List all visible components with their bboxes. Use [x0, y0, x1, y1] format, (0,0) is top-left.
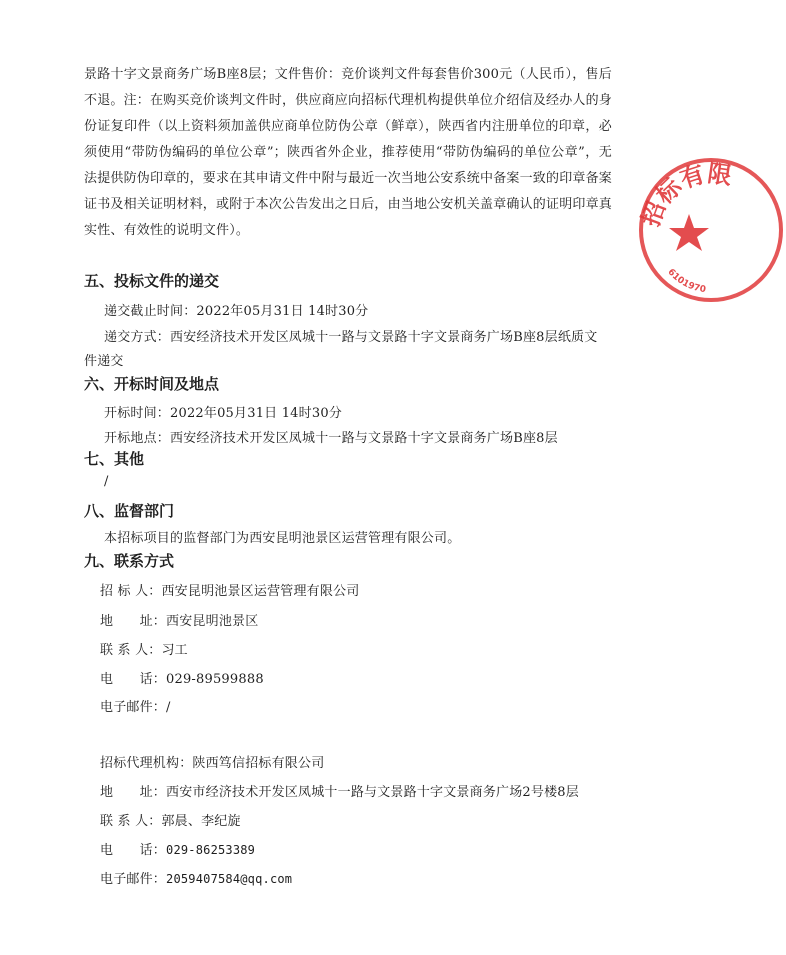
section7-content: /	[104, 474, 109, 489]
submission-deadline: 递交截止时间：2022年05月31日 14时30分	[104, 304, 369, 319]
agency-phone: 029-86253389	[166, 843, 256, 857]
opening-time: 开标时间：2022年05月31日 14时30分	[104, 406, 342, 421]
agency-phone-label: 电 话：	[100, 843, 167, 858]
supervision-text: 本招标项目的监督部门为西安昆明池景区运营管理有限公司。	[104, 531, 461, 546]
agency-phone-row	[100, 839, 255, 858]
section9-heading: 九、联系方式	[84, 552, 175, 570]
section4-tail-paragraph: 景路十字文景商务广场B座8层；文件售价：竞价谈判文件每套售价300元（人民币），售后不退。注：在购买竞价谈判文件时，供应商应向招标代理机构提供单位介绍信及经办人的身份证复印件（以上资料须加盖供应商单位防伪公章（鲜章），陕西省内注册单位的印章，必须使用“带防伪编码的单位公章”；陕西省外企业，推荐使用“带防伪编码的单位公章”，无法提供防伪印章的，要求在其申请文件中附与最近一次当地公安系统中备案一致的印章备案证书及相关证明材料，或附于本次公告发出之日后，由当地公安机关盖章确认的证明印章真实性、有效性的说明文件）。	[84, 67, 613, 238]
tenderer-email-label: 电子邮件：	[100, 700, 167, 715]
tenderer-name-label: 招 标 人：	[100, 584, 162, 599]
agency-email: 2059407584@qq.com	[166, 872, 293, 886]
official-seal	[636, 155, 786, 305]
agency-contact-label: 联 系 人：	[100, 814, 162, 829]
seal-arc-text: 招标有限	[636, 159, 734, 231]
opening-place: 开标地点：西安经济技术开发区凤城十一路与文景路十字文景商务广场B座8层	[104, 431, 558, 446]
tenderer-name: 西安昆明池景区运营管理有限公司	[161, 584, 360, 599]
section8-heading: 八、监督部门	[84, 502, 175, 520]
tenderer-phone: 029-89599888	[166, 672, 264, 687]
agency-address-row	[100, 781, 579, 800]
tenderer-address-row	[100, 610, 258, 629]
tenderer-phone-label: 电 话：	[100, 672, 167, 687]
tenderer-phone-row	[100, 668, 264, 687]
agency-address: 西安市经济技术开发区凤城十一路与文景路十字文景商务广场2号楼8层	[166, 785, 579, 800]
tenderer-email: /	[166, 700, 171, 715]
agency-name: 陕西笃信招标有限公司	[192, 756, 325, 771]
agency-email-row	[100, 868, 292, 887]
tenderer-contact: 习工	[161, 643, 188, 658]
section7-heading: 七、其他	[84, 450, 145, 468]
tenderer-address-label: 地 址：	[100, 614, 167, 629]
agency-name-row	[100, 752, 324, 771]
seal-star-icon	[669, 214, 709, 251]
agency-contact: 郭晨、李纪旋	[161, 814, 241, 829]
submission-method-line1: 递交方式：西安经济技术开发区凤城十一路与文景路十字文景商务广场B座8层纸质文	[104, 330, 598, 345]
tenderer-contact-row	[100, 639, 188, 658]
tenderer-contact-label: 联 系 人：	[100, 643, 162, 658]
tenderer-email-row	[100, 696, 171, 715]
agency-address-label: 地 址：	[100, 785, 167, 800]
agency-name-label: 招标代理机构：	[100, 756, 193, 771]
section5-heading: 五、投标文件的递交	[84, 272, 220, 290]
seal-code: 6101970	[665, 267, 707, 296]
agency-email-label: 电子邮件：	[100, 872, 167, 887]
tenderer-name-row	[100, 580, 359, 599]
agency-contact-row	[100, 810, 241, 829]
submission-method-line2: 件递交	[84, 354, 124, 369]
section6-heading: 六、开标时间及地点	[84, 375, 220, 393]
tenderer-address: 西安昆明池景区	[166, 614, 259, 629]
